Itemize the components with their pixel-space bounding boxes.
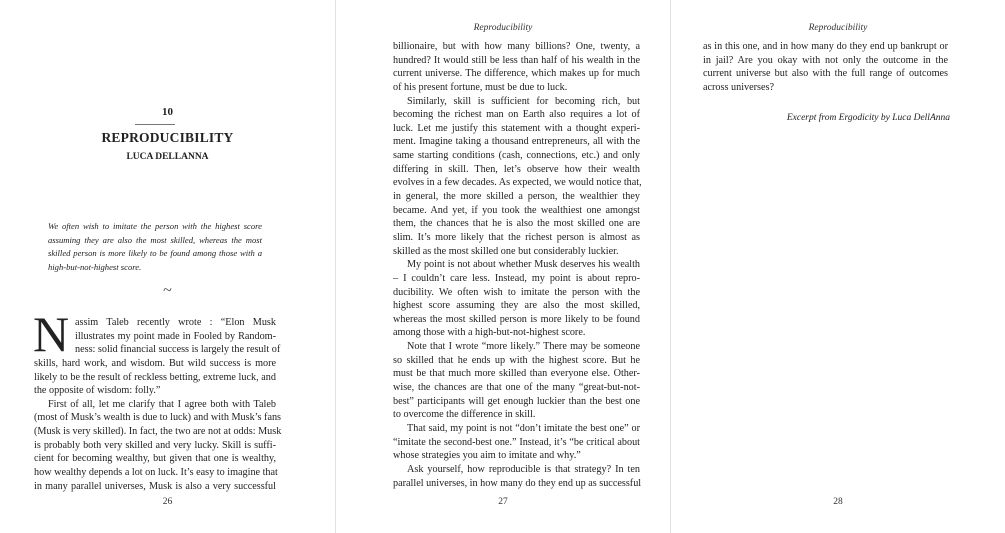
text-line: parallel universes, in how many do they end up as successful xyxy=(393,477,642,489)
text-line: in general, the more skilled a person, the wealthier they xyxy=(393,191,640,203)
text-line: current universe but also with the full range of outcomes xyxy=(703,68,948,80)
text-line: the opposite of wisdom: folly.” xyxy=(34,385,161,397)
body-text xyxy=(34,316,282,493)
text-line: whose strategies you aim to imitate and why.” xyxy=(393,450,581,462)
text-line: must be that much more skilled than everyone else. Other- xyxy=(393,368,640,380)
text-line: is probably both very skilled and very lucky. Skill is suffi- xyxy=(34,439,276,451)
text-line: how wealthy depends a lot on luck. It’s easy to imagine that xyxy=(34,467,278,479)
text-line: billionaire, but with how many billions? One, twenty, a xyxy=(393,41,640,52)
text-line: likely to be the result of reckless betting, extreme luck, and xyxy=(34,371,276,383)
page-27 xyxy=(336,0,671,533)
text-line: to overcome the difference in skill. xyxy=(393,409,536,421)
text-line: across universes? xyxy=(703,81,775,93)
page-number: 28 xyxy=(833,497,843,507)
text-line: Note that I wrote “more likely.” There may be someone xyxy=(407,341,640,353)
epigraph-line: skilled person is more likely to be found among those with a xyxy=(48,248,262,258)
text-line: My point is not about whether Musk deserves his wealth xyxy=(407,259,640,271)
text-line: ment. Imagine taking a thousand entrepreneurs, all with the xyxy=(393,136,640,148)
text-line: Similarly, skill is sufficient for becoming rich, but xyxy=(407,95,640,107)
text-line: skills, hard work, and wisdom. But wild success is more xyxy=(34,357,276,369)
epigraph-line: assuming they are also the most skilled, whereas the most xyxy=(48,234,262,245)
text-line: differing in skill. Then, let’s observe how their wealth xyxy=(393,163,640,175)
text-line: cient for becoming wealthy, but given that one is wealthy, xyxy=(34,453,276,465)
text-line: skilled as the most skilled one but considerably luckier. xyxy=(393,245,619,257)
text-line: “imitate the second-best one.” Instead, it’s “be critical about xyxy=(393,436,640,448)
running-header: Reproducibility xyxy=(473,23,533,33)
text-line: That said, my point is not “don’t imitate the best one” or xyxy=(407,422,640,434)
epigraph xyxy=(48,220,262,274)
text-line: luck. Let me justify this statement with a thought experi- xyxy=(393,122,640,134)
ornament-icon: ~ xyxy=(163,282,172,299)
page-28 xyxy=(671,0,1005,533)
drop-cap: N xyxy=(33,306,70,362)
text-line: same starting conditions (cash, connections, etc.) and only xyxy=(393,150,640,162)
text-line: of his present fortune, must be due to luck. xyxy=(393,81,568,93)
text-line: them, the chances that he is also the most skilled one are xyxy=(393,218,640,230)
text-line: in many parallel universes, Musk is also a very successful xyxy=(34,480,276,492)
text-line: ness: solid financial success is largely the result of xyxy=(75,344,281,356)
text-line: Ask yourself, how reproducible is that strategy? In ten xyxy=(407,463,640,475)
text-line: assim Taleb recently wrote : “Elon Musk xyxy=(75,317,276,328)
text-line: illustrates my point made in Fooled by Random- xyxy=(75,330,276,342)
page-26 xyxy=(0,0,336,533)
chapter-divider xyxy=(135,124,175,125)
text-line: slim. It’s more likely that the richest person is almost as xyxy=(393,231,640,243)
running-header: Reproducibility xyxy=(808,23,868,33)
text-line: ducibility. We often wish to imitate the person with the xyxy=(393,286,640,298)
excerpt-credit: Excerpt from Ergodicity by Luca DellAnna xyxy=(786,113,950,123)
chapter-number: 10 xyxy=(162,106,173,118)
text-line: evolves in a few decades. As expected, we would notice that, xyxy=(393,177,642,189)
page-number: 26 xyxy=(162,497,173,507)
text-line: whereas the most skilled person is more likely to be found xyxy=(393,313,640,325)
text-line: among those with a high-but-not-highest score. xyxy=(393,327,586,339)
text-line: best” participants will get enough luckier than the best one xyxy=(393,395,640,407)
page-number: 27 xyxy=(498,497,508,507)
epigraph-line: We often wish to imitate the person with the highest score xyxy=(48,221,262,231)
body-text xyxy=(393,40,640,490)
text-line: current universe. The difference, which makes up for much xyxy=(393,68,640,80)
text-line: becoming the richest man on Earth also requires a lot of xyxy=(393,109,640,121)
text-line: – I couldn’t care less. Instead, my point is about repro- xyxy=(393,272,640,284)
text-line: (most of Musk’s wealth is due to luck) and with Musk’s fans xyxy=(34,412,282,424)
epigraph-line: high-but-not-highest score. xyxy=(48,261,142,272)
text-line: (Musk is very skilled). In fact, the two are not at odds: Musk xyxy=(34,426,282,438)
text-line: First of all, let me clarify that I agree both with Taleb xyxy=(48,398,276,410)
text-line: became. And yet, if you took the wealthiest one amongst xyxy=(393,204,640,216)
text-line: so skilled that he ends up with the highest score. But he xyxy=(393,354,640,366)
chapter-author: LUCA DELLANNA xyxy=(126,152,209,162)
text-line: wise, the chances are that one of the many “great-but-not- xyxy=(393,382,640,394)
chapter-title: REPRODUCIBILITY xyxy=(101,130,234,145)
body-text xyxy=(703,40,948,95)
text-line: highest score assuming they are also the most skilled, xyxy=(393,300,640,312)
text-line: hundred? It would still be less than half of his wealth in the xyxy=(393,54,640,66)
text-line: in jail? Are you okay with not only the outcome in the xyxy=(703,54,948,66)
text-line: as in this one, and in how many do they end up bankrupt or xyxy=(703,41,948,52)
